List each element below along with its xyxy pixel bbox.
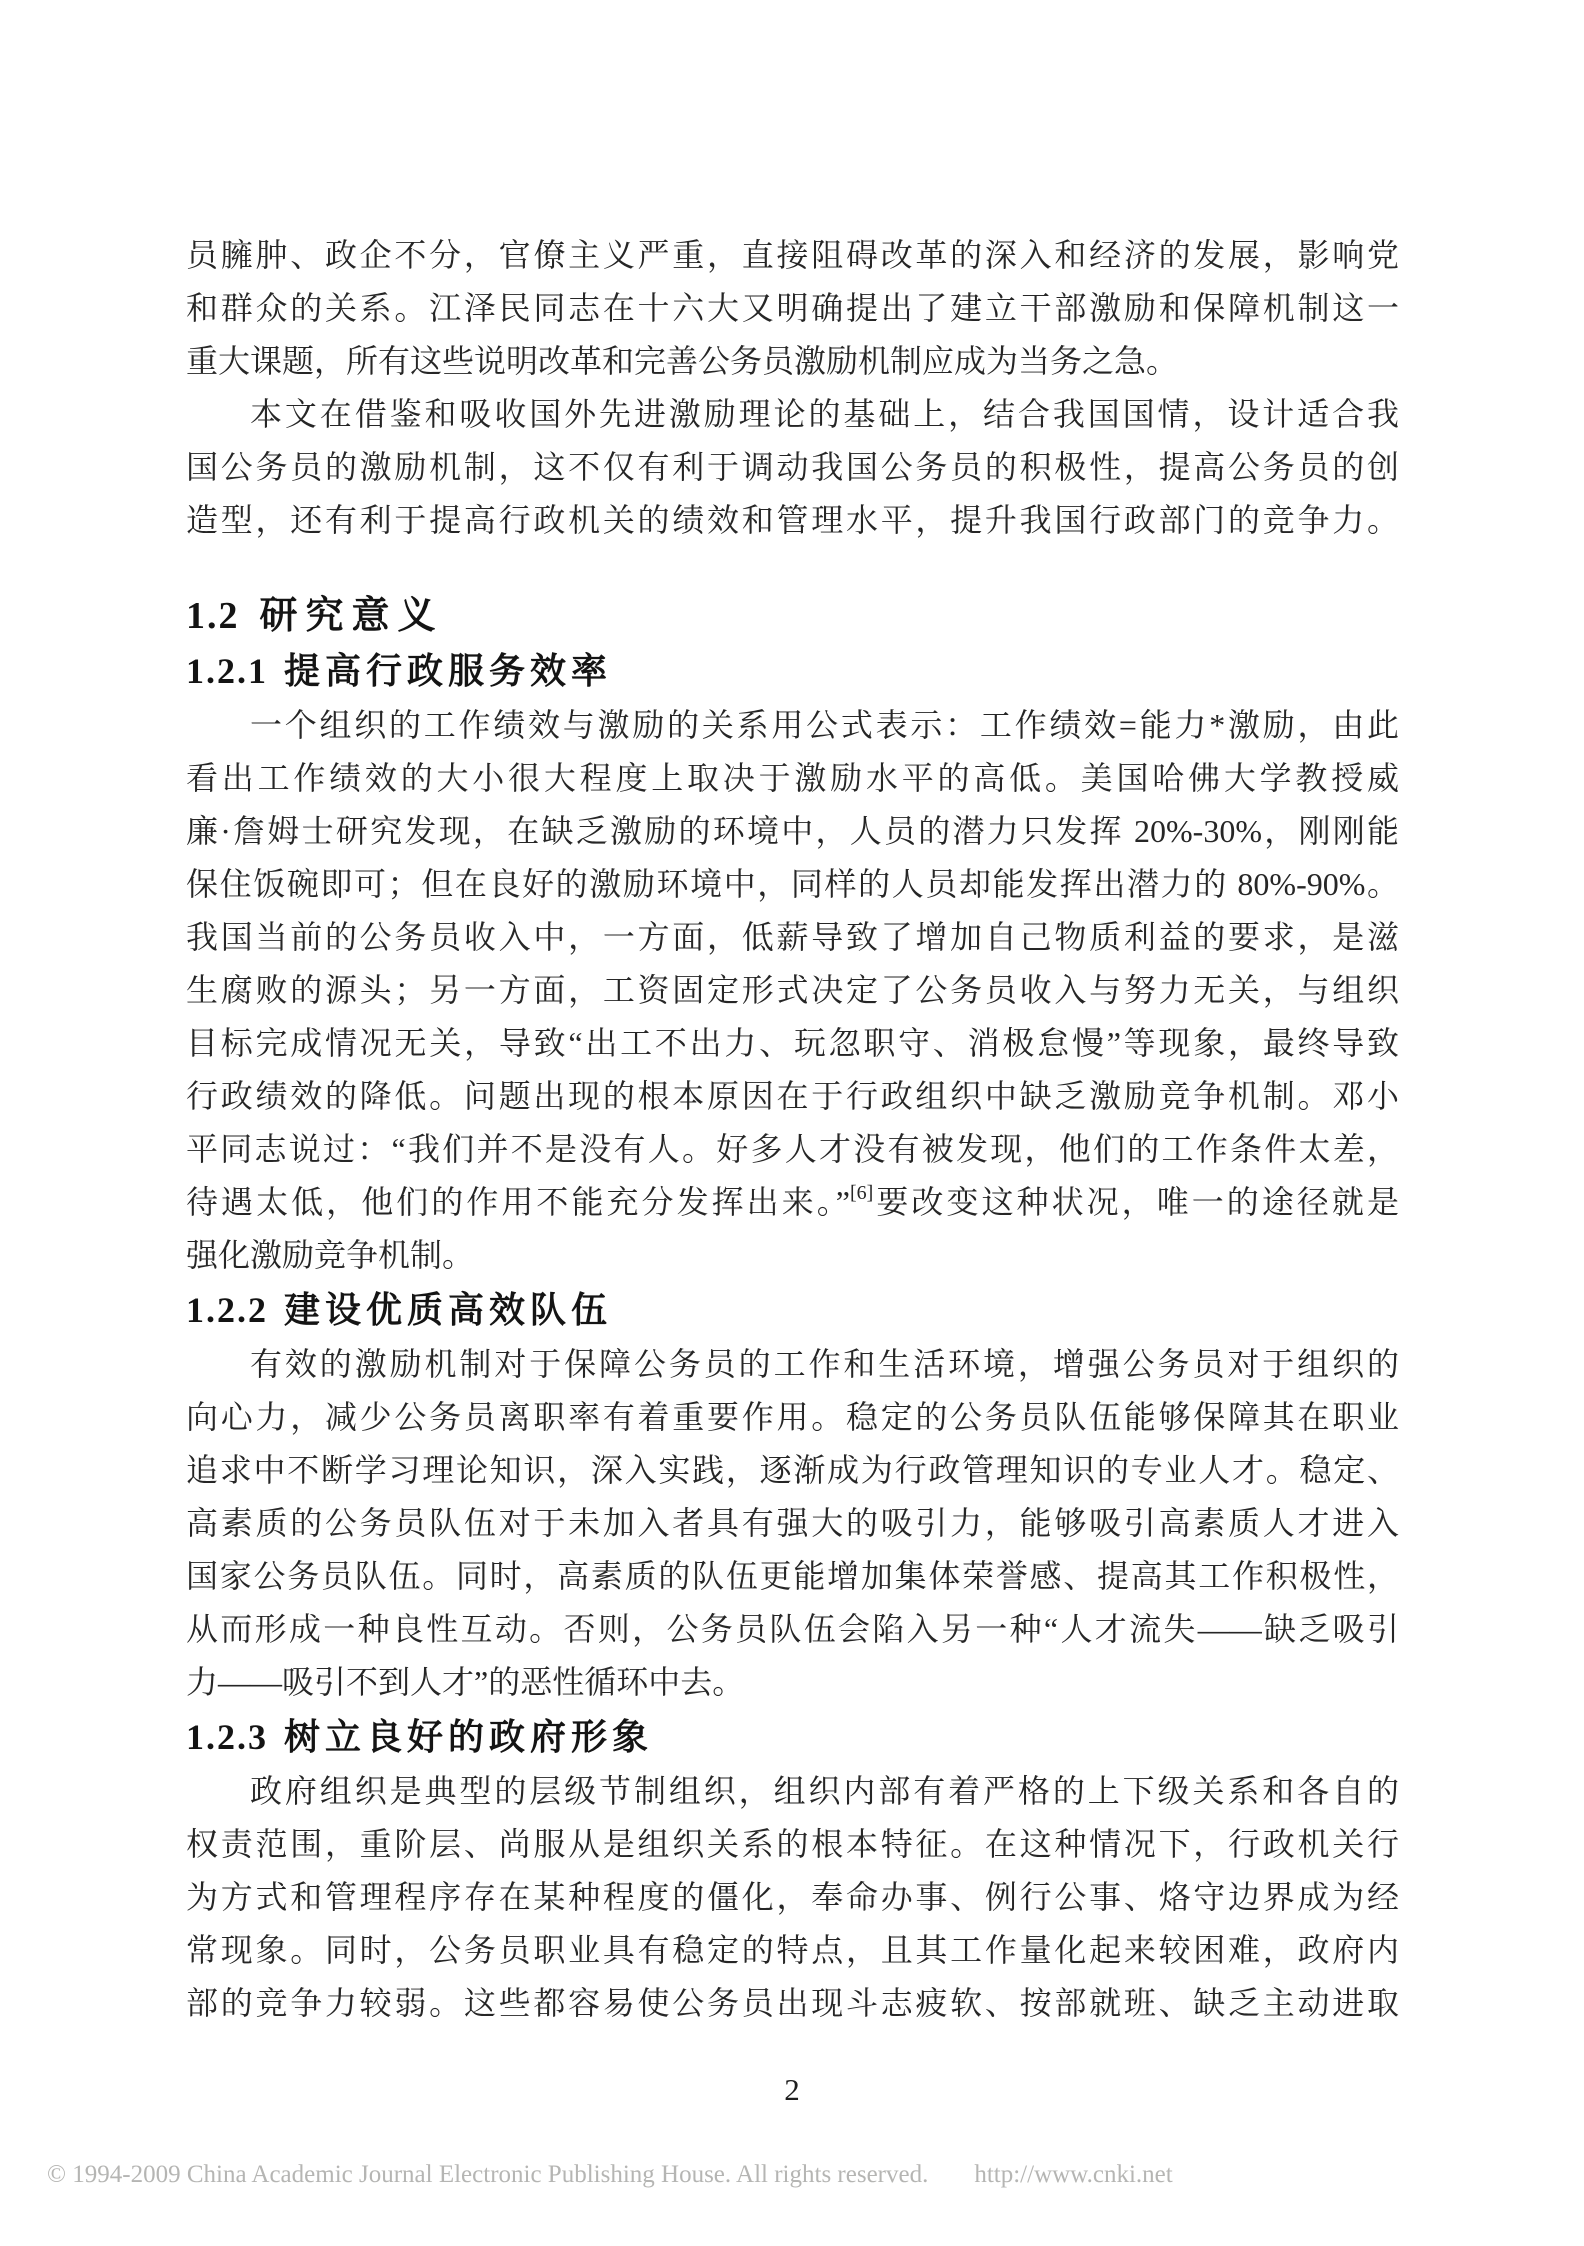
footer-url: http://www.cnki.net [974,2161,1173,2188]
text-line: 追求中不断学习理论知识，深入实践，逐渐成为行政管理知识的专业人才。稳定、 [186,1452,1399,1488]
text-line: 造型，还有利于提高行政机关的绩效和管理水平，提升我国行政部门的竞争力。 [186,502,1399,538]
text-line: 权责范围，重阶层、尚服从是组织关系的根本特征。在这种情况下，行政机关行 [186,1826,1399,1862]
text-line: 一个组织的工作绩效与激励的关系用公式表示：工作绩效=能力*激励，由此 [250,707,1399,743]
section-heading [186,643,1399,699]
heading-text: 建设优质高效队伍 [284,1289,613,1330]
text-line: 和群众的关系。江泽民同志在十六大又明确提出了建立干部激励和保障机制这一 [186,290,1399,326]
heading-text: 研究意义 [259,595,444,637]
text-line: 平同志说过：“我们并不是没有人。好多人才没有被发现，他们的工作条件太差， [186,1131,1399,1167]
text-line: 从而形成一种良性互动。否则，公务员队伍会陷入另一种“人才流失——缺乏吸引 [186,1611,1399,1647]
text-line: 力——吸引不到人才”的恶性循环中去。 [186,1664,745,1700]
text-line [186,1176,1399,1229]
text-line: 我国当前的公务员收入中，一方面，低薪导致了增加自己物质利益的要求，是滋 [186,919,1399,955]
document-body [186,229,1399,2030]
section-heading [186,589,1399,643]
line-text: 待遇太低，他们的作用不能充分发挥出来。” [186,1184,851,1220]
text-line: 为方式和管理程序存在某种程度的僵化，奉命办事、例行公事、烙守边界成为经 [186,1879,1399,1915]
text-line: 本文在借鉴和吸收国外先进激励理论的基础上，结合我国国情，设计适合我 [250,396,1399,432]
heading-number: 1.2 [186,595,240,637]
heading-text: 树立良好的政府形象 [284,1716,654,1757]
heading-number: 1.2.2 [186,1290,268,1330]
text-line: 强化激励竞争机制。 [186,1237,475,1273]
text-line: 目标完成情况无关，导致“出工不出力、玩忽职守、消极怠慢”等现象，最终导致 [186,1025,1399,1061]
footer-copyright: © 1994-2009 China Academic Journal Electronic Publishing House. All rights reserved. [47,2161,929,2188]
text-line: 高素质的公务员队伍对于未加入者具有强大的吸引力，能够吸引高素质人才进入 [186,1505,1399,1541]
text-line: 重大课题，所有这些说明改革和完善公务员激励机制应成为当务之急。 [186,343,1179,379]
section-heading [186,1282,1399,1338]
text-line: 国家公务员队伍。同时，高素质的队伍更能增加集体荣誉感、提高其工作积极性， [186,1558,1399,1594]
text-line: 部的竞争力较弱。这些都容易使公务员出现斗志疲软、按部就班、缺乏主动进取 [186,1985,1399,2021]
text-line: 行政绩效的降低。问题出现的根本原因在于行政组织中缺乏激励竞争机制。邓小 [186,1078,1399,1114]
heading-number: 1.2.1 [186,651,268,691]
section-heading [186,1709,1399,1765]
text-line: 生腐败的源头；另一方面，工资固定形式决定了公务员收入与努力无关，与组织 [186,972,1399,1008]
text-line: 国公务员的激励机制，这不仅有利于调动我国公务员的积极性，提高公务员的创 [186,449,1399,485]
text-line: 员臃肿、政企不分，官僚主义严重，直接阻碍改革的深入和经济的发展，影响党 [186,237,1399,273]
text-line: 有效的激励机制对于保障公务员的工作和生活环境，增强公务员对于组织的 [250,1346,1399,1382]
heading-text: 提高行政服务效率 [284,650,613,691]
text-line: 政府组织是典型的层级节制组织，组织内部有着严格的上下级关系和各自的 [250,1773,1399,1809]
text-line: 廉·詹姆士研究发现，在缺乏激励的环境中，人员的潜力只发挥 20%-30%，刚刚能 [186,813,1399,849]
heading-number: 1.2.3 [186,1717,268,1757]
line-text: 要改变这种状况，唯一的途径就是 [873,1184,1399,1220]
footer [47,2160,1173,2190]
text-line: 看出工作绩效的大小很大程度上取决于激励水平的高低。美国哈佛大学教授威 [186,760,1399,796]
text-line: 向心力，减少公务员离职率有着重要作用。稳定的公务员队伍能够保障其在职业 [186,1399,1399,1435]
page-number: 2 [784,2072,800,2107]
footnote-ref: [6] [850,1182,874,1205]
text-line: 保住饭碗即可；但在良好的激励环境中，同样的人员却能发挥出潜力的 80%-90%。 [186,866,1399,902]
text-line: 常现象。同时，公务员职业具有稳定的特点，且其工作量化起来较困难，政府内 [186,1932,1399,1968]
